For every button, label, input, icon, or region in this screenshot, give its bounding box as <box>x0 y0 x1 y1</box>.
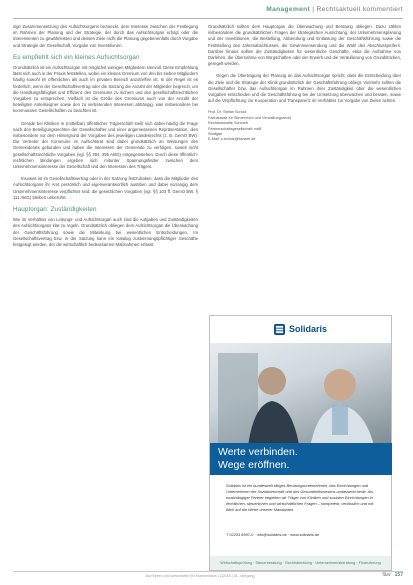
author-name: Prof. Dr. Stefan Scholz <box>208 110 247 115</box>
footer-rule <box>13 571 403 572</box>
ad-body-text: Solidaris ist ein bundesweit tätiges Beratungsunternehmen, das Einrichtungen und Unternehmen der Sozialwirtschaft und des Gesundheitswesens umfassend berät. Als unabhängiger Partner begleiten wir Träger von Kliniken und sozialen Einrichtungen in rechtlichen, steuerlichen und wirtschaftlichen Fragen – kompetent, verlässlich und mit Blick auf die Werte unserer Mandanten. <box>226 483 374 513</box>
author-block <box>208 110 401 142</box>
paragraph: Insoweit ist im Gesellschaftsvertrag oder in der Satzung festzuhalten, dass die Mitglieder des Aufsichtsorgans ihr Amt persönlich und eigenverantwortlich ausüben und dabei vorrangig dem Unternehmensinteresse verpflichtet sind; die gesetzlichen Vorgaben (vgl. §§ 103 ff. GemO BW, § 111 AktG) bleiben unberührt. <box>13 176 198 200</box>
header-separator: | <box>310 6 317 13</box>
ad-slogan <box>210 443 392 475</box>
page-number: 157 <box>394 572 403 578</box>
author-city: Stuttgart <box>208 132 223 137</box>
paragraph: Grundsätzlich ist ein Aufsichtsorgan mit möglichst wenigen Mitgliedern sinnvoll. Diese Empfehlung lässt sich auch in der Praxis feststellen, wobei ein kleines Gremium von drei bis sieben Mitgliedern häufig sowohl im öffentlichen als auch im privaten Bereich anzutreffen ist. In der Regel ist es förderlich, wenn der Gesellschaftsvertrag oder die Satzung die Anzahl der Mitglieder begrenzt, um die Handlungsfähigkeit und Effizienz des Gremiums zu sichern und den gesellschaftsrechtlichen Vorgaben zu entsprechen. Vielfach ist die Größe des Gremiums auch von der Anzahl der beteiligten Anteilseigner sowie den zu vertretenden Interessen abhängig, was insbesondere bei kommunalen Gesellschaften zu beachten ist. <box>13 65 198 114</box>
paragraph: Gerade bei Kliniken in (mittelbar) öffentlicher Trägerschaft stellt sich dabei häufig die Frage nach den Beteiligungsrechten der Gesellschafter und einer angemessenen Repräsentation, dies insbesondere vor dem Hintergrund der Vorgaben des jeweiligen Landesrechts (z. B. GemO BW). Die Vertreter der Kommune im Aufsichtsrat sind dabei grundsätzlich an Weisungen des Gemeinderats gebunden und haben die Interessen der Gemeinde zu verfolgen, soweit nicht gesellschaftsrechtliche Vorgaben (vgl. §§ 394, 395 AktG) entgegenstehen. Durch diese öffentlich-rechtlichen Bindungen ergeben sich mitunter Spannungsfelder zwischen dem Unternehmensinteresse der Gesellschaft und den Interessen des Trägers. <box>13 120 198 170</box>
logo-shape-icon <box>275 325 284 334</box>
subheading: Es empfiehlt sich ein kleines Aufsichtsorgan <box>13 53 140 61</box>
left-column <box>13 24 198 254</box>
paragraph: sige Zusammensetzung des Aufsichtsorgans bezweckt, dem Interesse zwischen der Festlegung im Rahmen der Planung und der Strategie, der durch das Aufsichtsorgan erfolgt oder die Interessenten zu gewährleisten und dessen Ziele nicht die Planung gegebenenfalls durch Vorgabe und Strategie der Gesellschaft, Vorgabe von Investitionen. <box>13 24 199 48</box>
running-header <box>266 6 403 13</box>
section-subtitle: Rechtsaktuell kommentiert <box>316 6 403 13</box>
section-name: Management <box>266 6 311 13</box>
author-firm-type: Partnerschaftsgesellschaft mbB <box>208 126 262 131</box>
slogan-line: Werte verbinden. <box>218 446 298 458</box>
right-column <box>208 24 401 143</box>
paragraph: Gegen die Übertragung der Planung an das Aufsichtsorgan spricht, dass die Entscheidung über die Ziele und die Strategie der Klinik grundsätzlich der Geschäftsführung obliegt. Vielmehr sollten die Gesellschafter bzw. das Aufsichtsorgan im Rahmen ihrer Zuständigkeit über die wesentlichen Vorgaben entscheiden und die Geschäftsführung bei der Umsetzung überwachen und beraten, sowie auf die Verpflichtung zur Kooperation und Transparenz im Verhältnis zur Vorgabe von Zielen achten. <box>208 73 401 104</box>
footer-page-info <box>382 572 403 578</box>
ad-services-bar: Wirtschaftsprüfung · Steuerberatung · Rechtsberatung · Unternehmensberatung · Finanzierung <box>210 556 391 570</box>
advertisement[interactable] <box>209 315 392 571</box>
author-title: Fachanwalt für Steuerrecht und Verwaltungsrecht <box>208 115 292 120</box>
journal-name: f&w <box>382 572 391 578</box>
author-email[interactable]: E-Mail: s.scholz@kanzlei.de <box>208 137 256 142</box>
author-firm: Rechtsanwälte Schmidt <box>208 121 248 126</box>
paragraph: Grundsätzlich sollten dem Hauptorgan die Überwachung und Beratung obliegen. Dazu zählen insbesondere die grundsätzlichen Fragen der strategischen Ausrichtung, der Unternehmensplanung und der Investitionen, die Bestellung, Abberufung und Entlastung der Geschäftsführung sowie die Feststellung des Jahresabschlusses, die Gewinnverwendung und die Wahl des Abschlussprüfers. Darüber hinaus sollten die Zuständigkeiten für wesentliche Geschäfte, etwa die Aufnahme von Darlehen, die Übernahme von Bürgschaften oder der Erwerb und die Veräußerung von Grundstücken, geregelt werden. <box>208 24 401 67</box>
ad-contact[interactable]: T 02203 8997-0 · info@solidaris.de · www.solidaris.de <box>226 532 320 537</box>
logo-mark-icon <box>274 324 285 335</box>
paragraph: Wie im Verhältnis von Leitungs- und Aufsichtsorgan auch sind die Aufgaben und Zuständigkeiten des Aufsichtsorgans klar zu regeln. Grundsätzlich obliegen dem Aufsichtsorgan die Überwachung der Geschäftsführung sowie die Mitwirkung bei wesentlichen Entscheidungen. Im Gesellschaftsvertrag bzw. in der Satzung kann ein Katalog zustimmungspflichtiger Geschäfte festgelegt werden, der die wirtschaftlich bedeutsamen Maßnahmen erfasst. <box>13 217 198 248</box>
footer-citation: f&w führen und wirtschaften im Krankenhaus | 2|2018 | 35. Jahrgang <box>145 574 255 578</box>
subheading: Hauptorgan: Zuständigkeiten <box>13 206 97 214</box>
ad-logo <box>210 316 391 342</box>
slogan-line: Wege eröffnen. <box>218 459 290 471</box>
header-rule <box>13 18 403 19</box>
brand-name: Solidaris <box>288 324 327 334</box>
